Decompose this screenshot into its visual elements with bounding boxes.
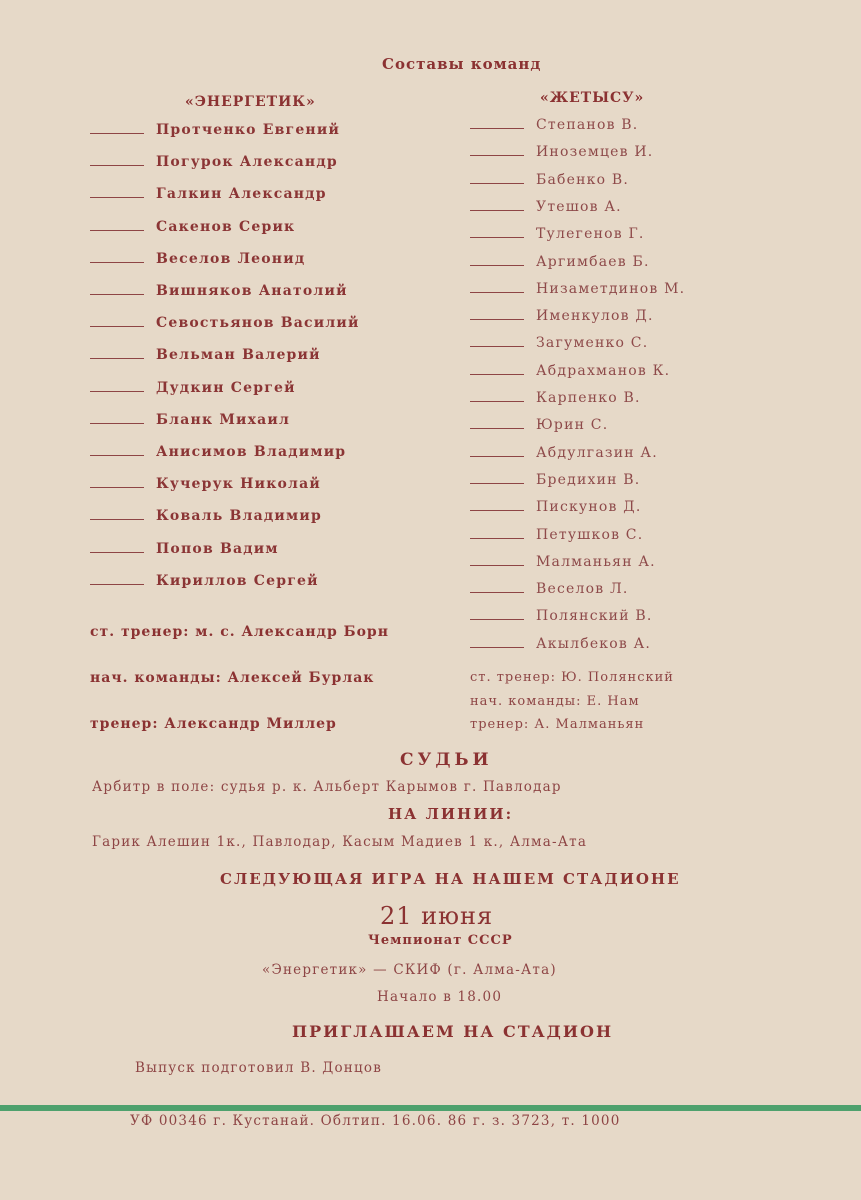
away-player-row bbox=[470, 581, 629, 597]
signature-blank-line bbox=[470, 591, 524, 593]
away-player-row bbox=[470, 254, 650, 270]
home-player-name: Кириллов Сергей bbox=[156, 572, 319, 589]
signature-blank-line bbox=[470, 564, 524, 566]
away-player-row bbox=[470, 199, 622, 215]
away-player-name: Абдулгазин А. bbox=[536, 444, 658, 461]
signature-blank-line bbox=[470, 400, 524, 402]
signature-blank-line bbox=[90, 583, 144, 585]
signature-blank-line bbox=[90, 357, 144, 359]
away-player-name: Иноземцев И. bbox=[536, 144, 654, 161]
away-player-name: Петушков С. bbox=[536, 526, 644, 543]
home-player-name: Вельман Валерий bbox=[156, 347, 321, 364]
signature-blank-line bbox=[90, 196, 144, 198]
away-player-name: Бабенко В. bbox=[536, 171, 630, 188]
signature-blank-line bbox=[90, 325, 144, 327]
away-player-name: Степанов В. bbox=[536, 117, 639, 133]
field-referee: Арбитр в поле: судья р. к. Альберт Карымов г. Павлодар bbox=[92, 779, 562, 795]
home-player-row bbox=[90, 251, 305, 267]
home-team-name: «ЭНЕРГЕТИК» bbox=[185, 94, 316, 110]
signature-blank-line bbox=[470, 373, 524, 375]
away-player-row bbox=[470, 281, 685, 297]
next-game-competition: Чемпионат СССР bbox=[368, 933, 513, 948]
signature-blank-line bbox=[90, 551, 144, 553]
home-player-row bbox=[90, 186, 327, 202]
signature-blank-line bbox=[470, 427, 524, 429]
next-game-date: 21 июня bbox=[380, 902, 494, 930]
home-player-name: Кучерук Николай bbox=[156, 476, 321, 493]
away-player-name: Полянский В. bbox=[536, 608, 653, 625]
away-player-name: Тулегенов Г. bbox=[536, 226, 645, 243]
signature-blank-line bbox=[470, 318, 524, 320]
next-game-heading: СЛЕДУЮЩАЯ ИГРА НА НАШЕМ СТАДИОНЕ bbox=[220, 870, 681, 888]
signature-blank-line bbox=[470, 264, 524, 266]
next-game-start: Начало в 18.00 bbox=[377, 989, 503, 1005]
away-player-name: Аргимбаев Б. bbox=[536, 253, 650, 270]
home-player-row bbox=[90, 573, 319, 589]
signature-blank-line bbox=[470, 482, 524, 484]
home-player-name: Веселов Леонид bbox=[156, 250, 306, 267]
home-player-row bbox=[90, 380, 296, 396]
home-player-name: Севостьянов Василий bbox=[156, 315, 360, 332]
green-stripe bbox=[0, 1105, 861, 1111]
signature-blank-line bbox=[470, 646, 524, 648]
signature-blank-line bbox=[90, 293, 144, 295]
away-player-name: Бредихин В. bbox=[536, 471, 641, 488]
away-player-row bbox=[470, 636, 651, 652]
home-player-row bbox=[90, 412, 290, 428]
signature-blank-line bbox=[90, 164, 144, 166]
signature-blank-line bbox=[470, 236, 524, 238]
away-player-row bbox=[470, 527, 643, 543]
away-player-name: Низаметдинов М. bbox=[536, 280, 686, 297]
away-player-row bbox=[470, 172, 629, 188]
page-title: Составы команд bbox=[382, 55, 542, 73]
signature-blank-line bbox=[470, 455, 524, 457]
signature-blank-line bbox=[90, 486, 144, 488]
away-player-row bbox=[470, 308, 654, 324]
away-player-row bbox=[470, 499, 642, 515]
signature-blank-line bbox=[90, 454, 144, 456]
home-player-name: Галкин Александр bbox=[156, 186, 327, 203]
away-player-row bbox=[470, 472, 640, 488]
home-player-name: Анисимов Владимир bbox=[156, 444, 347, 460]
home-player-name: Протченко Евгений bbox=[156, 122, 341, 138]
line-referees: Гарик Алешин 1к., Павлодар, Касым Мадиев 1 к., Алма-Ата bbox=[92, 834, 588, 850]
home-player-row bbox=[90, 219, 295, 235]
away-player-row bbox=[470, 144, 653, 160]
prepared-by: Выпуск подготовил В. Донцов bbox=[135, 1060, 383, 1076]
away-player-row bbox=[470, 390, 641, 406]
signature-blank-line bbox=[470, 127, 524, 129]
signature-blank-line bbox=[470, 345, 524, 347]
home-player-row bbox=[90, 476, 321, 492]
home-player-row bbox=[90, 315, 360, 331]
signature-blank-line bbox=[470, 154, 524, 156]
referees-heading: СУДЬИ bbox=[400, 750, 493, 770]
signature-blank-line bbox=[470, 618, 524, 620]
home-player-row bbox=[90, 444, 346, 460]
away-player-name: Загуменко С. bbox=[536, 335, 649, 352]
home-player-name: Бланк Михаил bbox=[156, 411, 291, 428]
home-player-name: Сакенов Серик bbox=[156, 218, 296, 235]
home-player-row bbox=[90, 283, 348, 299]
home-player-row bbox=[90, 154, 338, 170]
away-player-row bbox=[470, 608, 653, 624]
signature-blank-line bbox=[470, 291, 524, 293]
home-player-name: Коваль Владимир bbox=[156, 508, 322, 525]
signature-blank-line bbox=[90, 132, 144, 134]
away-player-name: Веселов Л. bbox=[536, 581, 629, 598]
signature-blank-line bbox=[90, 422, 144, 424]
away-senior-coach: ст. тренер: Ю. Полянский bbox=[470, 670, 674, 685]
signature-blank-line bbox=[90, 518, 144, 520]
next-game-match: «Энергетик» — СКИФ (г. Алма-Ата) bbox=[262, 962, 557, 978]
signature-blank-line bbox=[470, 509, 524, 511]
invite-text: ПРИГЛАШАЕМ НА СТАДИОН bbox=[292, 1022, 614, 1041]
home-player-row bbox=[90, 347, 321, 363]
home-player-name: Дудкин Сергей bbox=[156, 379, 296, 396]
signature-blank-line bbox=[90, 261, 144, 263]
line-referees-heading: НА ЛИНИИ: bbox=[388, 805, 514, 823]
away-team-name: «ЖЕТЫСУ» bbox=[540, 90, 645, 106]
away-player-name: Карпенко В. bbox=[536, 390, 641, 406]
home-player-name: Погурок Александр bbox=[156, 154, 338, 171]
home-player-name: Попов Вадим bbox=[156, 540, 279, 557]
away-player-name: Пискунов Д. bbox=[536, 499, 642, 516]
away-player-row bbox=[470, 417, 608, 433]
away-player-row bbox=[470, 226, 645, 242]
signature-blank-line bbox=[90, 229, 144, 231]
home-player-row bbox=[90, 508, 322, 524]
away-player-row bbox=[470, 363, 670, 379]
home-player-row bbox=[90, 541, 279, 557]
away-player-name: Малманьян А. bbox=[536, 553, 656, 570]
away-player-name: Юрин С. bbox=[536, 417, 609, 434]
away-player-name: Утешов А. bbox=[536, 198, 622, 215]
away-player-name: Абдрахманов К. bbox=[536, 362, 671, 379]
signature-blank-line bbox=[470, 209, 524, 211]
print-info: УФ 00346 г. Кустанай. Облтип. 16.06. 86 г. з. 3723, т. 1000 bbox=[130, 1113, 621, 1129]
home-coach: тренер: Александр Миллер bbox=[90, 716, 337, 732]
signature-blank-line bbox=[470, 182, 524, 184]
away-player-name: Акылбеков А. bbox=[536, 635, 652, 652]
home-player-name: Вишняков Анатолий bbox=[156, 283, 348, 299]
away-player-row bbox=[470, 335, 648, 351]
signature-blank-line bbox=[470, 537, 524, 539]
signature-blank-line bbox=[90, 390, 144, 392]
away-player-row bbox=[470, 117, 638, 133]
home-team-chief: нач. команды: Алексей Бурлак bbox=[90, 670, 375, 686]
away-player-row bbox=[470, 554, 656, 570]
away-coach: тренер: А. Малманьян bbox=[470, 717, 645, 732]
away-player-row bbox=[470, 445, 658, 461]
home-player-row bbox=[90, 122, 340, 138]
away-team-chief: нач. команды: Е. Нам bbox=[470, 694, 640, 709]
home-senior-coach: ст. тренер: м. с. Александр Борн bbox=[90, 624, 389, 640]
away-player-name: Именкулов Д. bbox=[536, 308, 654, 325]
